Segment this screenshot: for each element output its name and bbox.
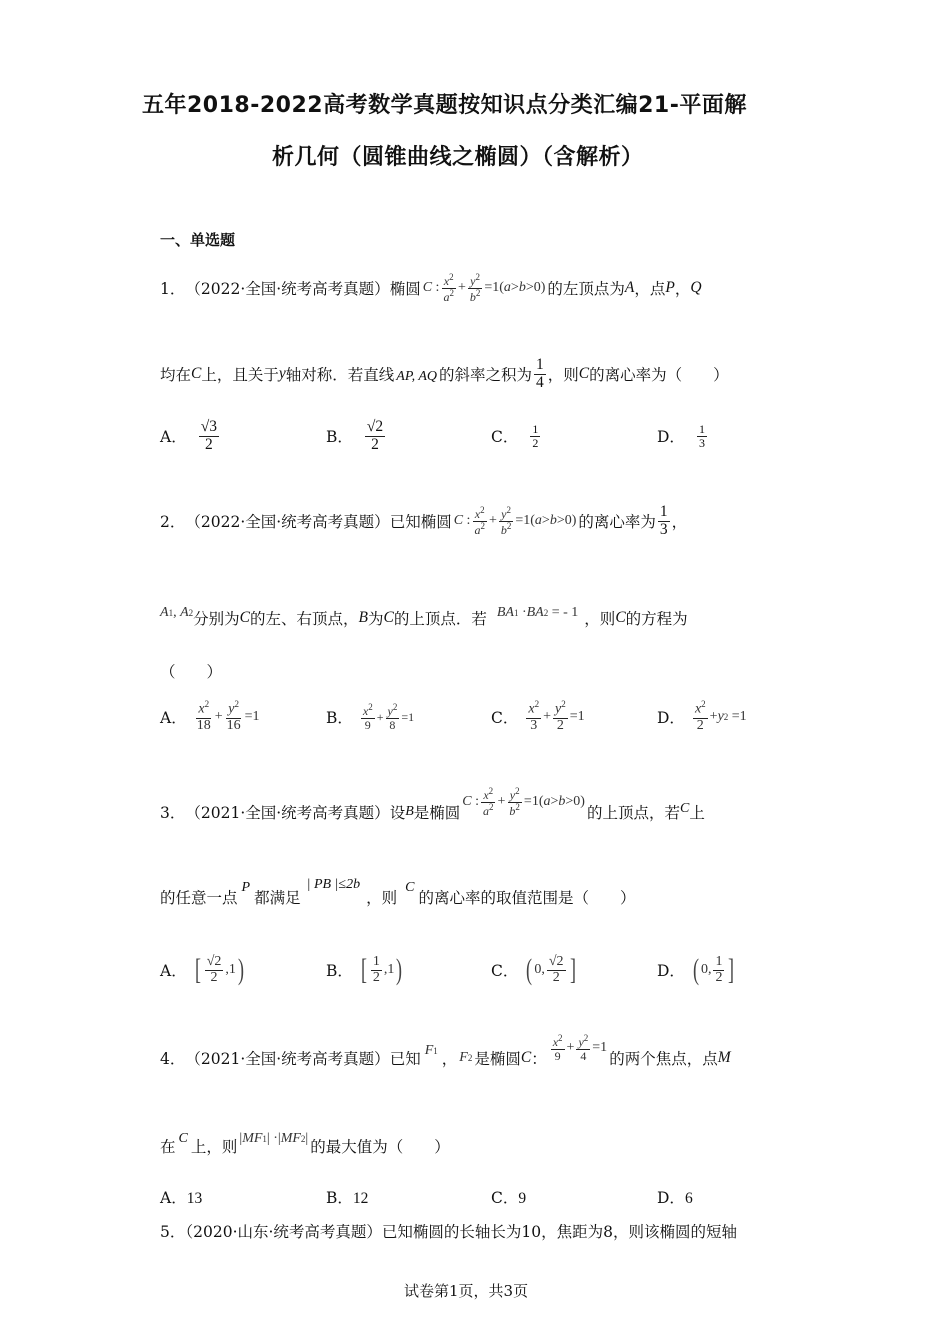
- q2-tail: ，: [671, 513, 688, 531]
- q4-option-a[interactable]: A．13: [160, 1189, 203, 1207]
- q1-line2-d: 的斜率之积为: [439, 366, 533, 384]
- q4-line2-c: 的最大值为（ ）: [310, 1138, 450, 1156]
- q5-text: （2020·山东·统考高考真题）已知椭圆的长轴长为10，焦距为8，则该椭圆的短轴: [185, 1223, 738, 1241]
- q2-line2-d: 的上顶点．若: [393, 610, 487, 628]
- q2-curve-c2: C: [383, 609, 394, 626]
- q1-source: （2022·全国·统考高考真题）: [185, 280, 390, 298]
- q3-line2-c: ，则: [366, 889, 398, 907]
- q1-line2: [160, 350, 729, 398]
- q4-ellipse-formula: $\frac{x^2}{9}$ + $\frac{y^2}{4}$ =1: [552, 1032, 608, 1063]
- q5-number: 5．: [160, 1223, 186, 1241]
- q1-option-d[interactable]: D． $\frac{1}{3}$: [657, 421, 705, 450]
- q1-curve-c: C: [191, 365, 202, 382]
- q3-line2-b: 都满足: [254, 889, 301, 907]
- q2-curve-c: C: [239, 609, 250, 626]
- q2-line2-b: 的左、右顶点，: [249, 610, 359, 628]
- q5-line1: [160, 1220, 737, 1242]
- q1-ellipse-formula: C : $\frac{x^2}{a^2}$ + $\frac{y^2}{b^2}$ =1( a > b >0): [422, 271, 546, 304]
- q2-option-c[interactable]: C． $\frac{x^2}{3}$ + $\frac{y^2}{2}$ =1: [491, 699, 585, 733]
- q2-lead: 已知椭圆: [389, 513, 452, 531]
- q4-curve-c2: C: [178, 1131, 188, 1146]
- q4-after-formula: 的两个焦点，点: [609, 1050, 718, 1068]
- q3-source: （2021·全国·统考高考真题）: [185, 804, 390, 822]
- q2-option-d[interactable]: D． $\frac{x^2}{2}$ + y 2 =1: [657, 699, 747, 733]
- q4-number: 4．: [160, 1050, 186, 1068]
- q3-option-a[interactable]: A． [ $\frac{√2}{2}$ ,1 ): [160, 953, 244, 986]
- q4-source: （2021·全国·统考高考真题）: [185, 1050, 390, 1068]
- q3-mid: 是椭圆: [413, 804, 461, 822]
- q3-line2-d: 的离心率的取值范围是（ ）: [418, 889, 636, 907]
- q1-line1: [160, 264, 702, 312]
- q1-after-formula: 的左顶点为: [547, 280, 625, 298]
- q2-number: 2．: [160, 513, 186, 531]
- q2-dot-product: BA 1 · BA 2 = - 1: [496, 605, 579, 620]
- q4-focus-f1: F 1: [424, 1043, 438, 1058]
- q2-option-a[interactable]: A． $\frac{x^2}{18}$ + $\frac{y^2}{16}$ =1: [160, 699, 260, 733]
- q1-lead: 椭圆: [389, 280, 421, 298]
- q4-colon: ：: [531, 1050, 547, 1068]
- q3-curve-c2: C: [405, 880, 415, 895]
- q1-comma2: ，: [674, 280, 691, 298]
- q1-option-c[interactable]: C． $\frac{1}{2}$: [491, 421, 539, 450]
- q3-line2: [160, 872, 635, 922]
- page-title-line1: 五年2018-2022高考数学真题按知识点分类汇编21-平面解: [142, 93, 747, 118]
- q2-line2-a: 分别为: [193, 610, 240, 628]
- q2-point-b: B: [358, 609, 368, 626]
- q3-option-c[interactable]: C． ( 0, $\frac{√2}{2}$ ]: [491, 953, 576, 986]
- q1-option-a[interactable]: A． $\frac{√3}{2}$: [160, 418, 217, 453]
- q3-number: 3．: [160, 804, 186, 822]
- q3-point-b: B: [405, 804, 414, 819]
- q4-mid: 是椭圆: [474, 1050, 521, 1068]
- q1-line2-f: 的离心率为（ ）: [589, 366, 729, 384]
- q1-point-a: A: [624, 279, 635, 296]
- q4-option-b[interactable]: B．12: [326, 1189, 369, 1207]
- q3-condition: | PB |≤2b: [306, 877, 361, 892]
- q3-after-formula: 的上顶点，若: [586, 804, 680, 822]
- q3-option-d[interactable]: D． ( 0, $\frac{1}{2}$ ]: [657, 953, 735, 986]
- q4-line2: [160, 1122, 450, 1170]
- q1-slope-fraction: $\frac{1}{4}$: [536, 356, 544, 391]
- q2-ellipse-formula: C : $\frac{x^2}{a^2}$ + $\frac{y^2}{b^2}$ =1( a > b >0): [453, 504, 577, 537]
- q3-point-p: P: [241, 880, 251, 895]
- q4-lead: 已知: [389, 1050, 421, 1068]
- q2-line2: [160, 597, 688, 639]
- q1-point-q: Q: [690, 279, 702, 296]
- q3-lead: 设: [389, 804, 406, 822]
- q3-line2-a: 的任意一点: [160, 889, 238, 907]
- q2-after-formula: 的离心率为: [578, 513, 656, 531]
- q3-ellipse-formula: C : $\frac{x^2}{a^2}$ + $\frac{y^2}{b^2}$ =1( a > b >0): [462, 785, 585, 818]
- q2-line3: （ ）: [160, 663, 223, 681]
- page-title-line2: 析几何（圆锥曲线之椭圆）（含解析）: [272, 145, 644, 170]
- q4-option-c[interactable]: C．9: [491, 1189, 527, 1207]
- q4-product-expression: | MF 1 | ·| MF 2 |: [239, 1131, 309, 1146]
- q2-curve-c3: C: [615, 609, 626, 626]
- q4-focus-f2: F 2: [459, 1050, 473, 1065]
- q2-points-a1-a2: A 1 , A 2: [160, 605, 194, 620]
- q1-curve-c2: C: [578, 365, 590, 382]
- q4-sep: ，: [441, 1050, 458, 1068]
- q2-line2-e: ，则: [584, 610, 616, 628]
- q3-option-b[interactable]: B． [ $\frac{1}{2}$ ,1 ): [326, 953, 403, 986]
- q1-comma1: ，点: [634, 280, 666, 298]
- q1-line2-a: 均在: [160, 366, 192, 384]
- q1-axis-y: y: [278, 365, 286, 382]
- q1-line2-b: 上，且关于: [201, 366, 279, 384]
- q2-source: （2022·全国·统考高考真题）: [185, 513, 390, 531]
- page-footer: 试卷第1页，共3页: [404, 1282, 529, 1300]
- q2-option-b[interactable]: B． $\frac{x^2}{9}$ + $\frac{y^2}{8}$ =1: [326, 701, 415, 732]
- section-heading: 一、单选题: [160, 231, 236, 249]
- q3-line1: [160, 782, 705, 842]
- q3-after-c: 上: [689, 804, 705, 822]
- q3-curve-c: C: [679, 801, 690, 816]
- q4-line2-a: 在: [160, 1138, 176, 1156]
- q1-point-p: P: [665, 279, 675, 296]
- q1-line2-c: 轴对称．若直线: [285, 366, 395, 384]
- q4-curve-c: C: [520, 1049, 532, 1066]
- q2-line1: [160, 497, 687, 545]
- q2-line2-f: 的方程为: [625, 610, 688, 628]
- q1-lines: AP, AQ: [396, 369, 437, 384]
- q1-line2-e: ，则: [547, 366, 579, 384]
- q4-point-m: M: [717, 1049, 731, 1066]
- q4-line2-b: 上，则: [190, 1138, 238, 1156]
- q4-option-d[interactable]: D．6: [657, 1189, 693, 1207]
- q1-option-b[interactable]: B． $\frac{√2}{2}$: [326, 418, 384, 453]
- q1-number: 1．: [160, 280, 186, 298]
- q2-eccentricity-fraction: $\frac{1}{3}$: [659, 503, 668, 538]
- q4-line1: [160, 1028, 731, 1088]
- q2-line2-c: 为: [367, 610, 384, 628]
